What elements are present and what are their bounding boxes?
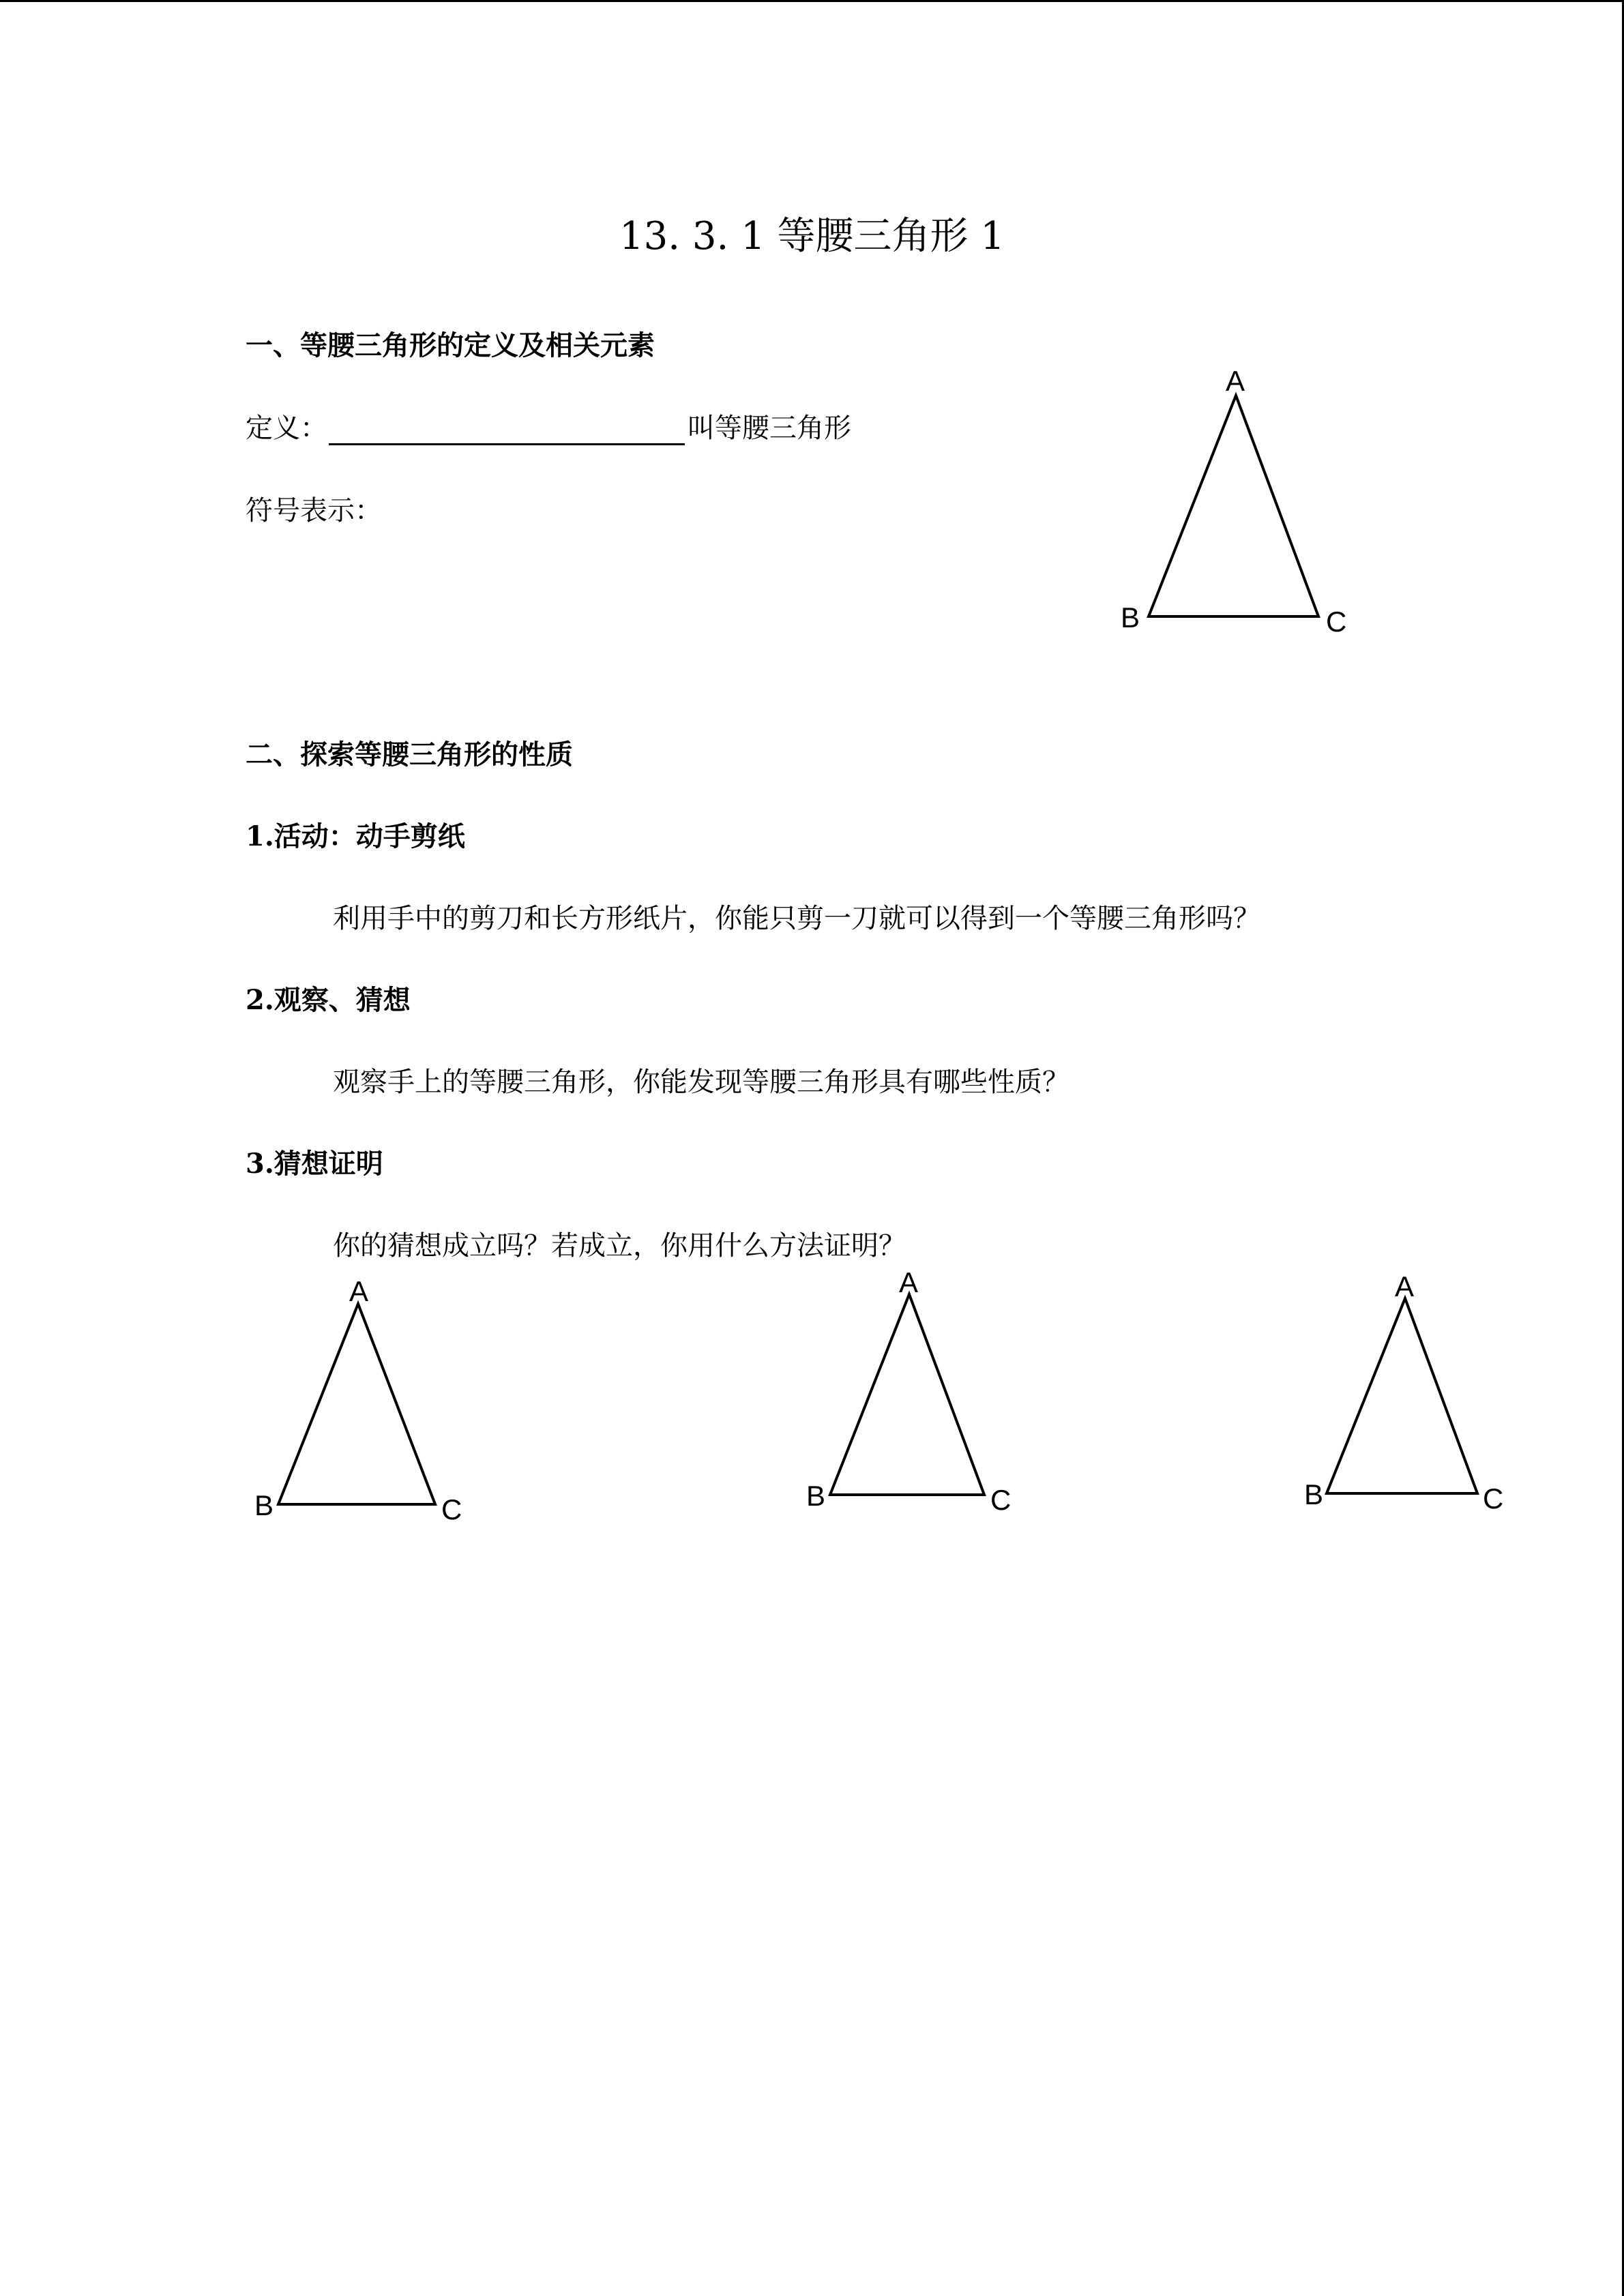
vertex-label-b: B xyxy=(806,1480,826,1512)
section1-heading: 一、等腰三角形的定义及相关元素 xyxy=(246,329,655,361)
triangle-proof-3 xyxy=(1327,1298,1477,1493)
item3-heading: 3.猜想证明 xyxy=(246,1148,383,1180)
item1-heading: 1.活动：动手剪纸 xyxy=(246,820,465,852)
definition-label: 定义： xyxy=(246,413,327,444)
triangle-proof-1 xyxy=(278,1304,435,1504)
vertex-label-c: C xyxy=(1326,606,1347,638)
vertex-label-b: B xyxy=(1304,1478,1324,1510)
vertex-label-a: A xyxy=(1395,1270,1415,1302)
vertex-label-c: C xyxy=(990,1484,1012,1516)
vertex-label-b: B xyxy=(254,1489,274,1521)
vertex-label-a: A xyxy=(349,1275,369,1307)
vertex-label-b: B xyxy=(1121,601,1140,633)
vertex-label-a: A xyxy=(899,1266,919,1298)
vertex-label-a: A xyxy=(1226,365,1245,397)
symbol-label: 符号表示： xyxy=(246,495,382,526)
item1-text: 利用手中的剪刀和长方形纸片，你能只剪一刀就可以得到一个等腰三角形吗？ xyxy=(333,903,1260,934)
item2-heading: 2.观察、猜想 xyxy=(246,984,411,1016)
item2-text: 观察手上的等腰三角形，你能发现等腰三角形具有哪些性质？ xyxy=(333,1067,1069,1098)
triangle-proof-2 xyxy=(830,1294,984,1495)
definition-suffix: 叫等腰三角形 xyxy=(688,413,851,444)
page-title: 13. 3. 1 等腰三角形 1 xyxy=(619,214,1005,258)
item3-text: 你的猜想成立吗？若成立，你用什么方法证明？ xyxy=(333,1230,906,1262)
section2-heading: 二、探索等腰三角形的性质 xyxy=(246,739,573,771)
vertex-label-c: C xyxy=(1483,1482,1504,1515)
vertex-label-c: C xyxy=(441,1493,462,1525)
